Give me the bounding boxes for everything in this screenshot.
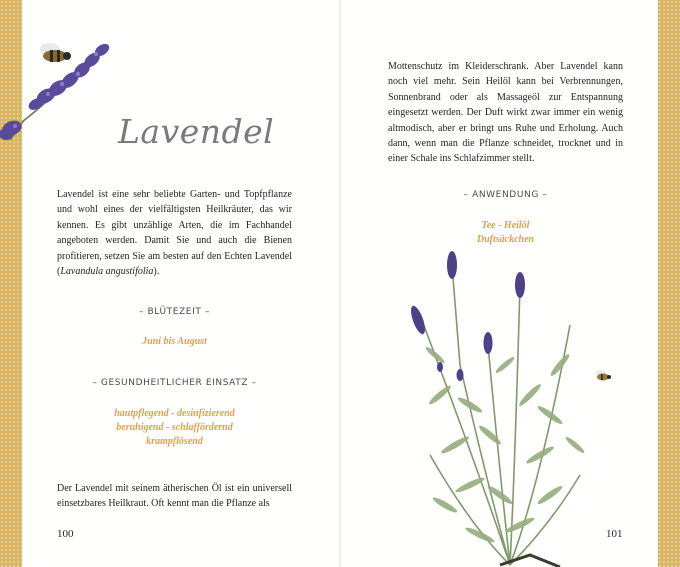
anwendung-list: [388, 219, 623, 247]
anwendung-item: Duftsäckchen: [476, 234, 535, 245]
page-title: Lavendel: [118, 112, 275, 151]
einsatz-item: hautpflegend - desinfizierend: [114, 408, 235, 419]
continuation-paragraph: Der Lavendel mit seinem ätherischen Öl ist ein universell einsetzbares Heilkraut. Oft kennt man die Pflanze als: [57, 483, 292, 510]
anwendung-heading: – ANWENDUNG –: [463, 190, 548, 200]
page-number-right: 101: [606, 528, 623, 540]
bluetezeit-value: Juni bis August: [142, 336, 207, 347]
latin-name: Lavandula angustifolia: [60, 266, 154, 278]
intro-paragraph: [57, 187, 292, 279]
anwendung-item: Tee - Heilöl: [481, 220, 530, 231]
book-gutter: [339, 0, 341, 567]
einsatz-list: [57, 407, 292, 449]
bluetezeit-heading: – BLÜTEZEIT –: [138, 307, 211, 317]
einsatz-item: beruhigend - schlaffördernd: [116, 422, 233, 433]
bee-illustration: [34, 40, 76, 68]
right-paragraph: Mottenschutz im Kleiderschrank. Aber Lavendel kann noch viel mehr. Sein Heilöl kann bei Verbrennungen, Sonnenbrand oder als Massageöl zur Entspannung eingesetzt werden. Der Duft wirkt zwar immer ein wenig altmodisch, aber er bringt uns Ruhe und Erholung. Auch dann, wenn man die Pflanze schneidet, trocknet und in einer Schale ins Schlafzimmer stellt.: [388, 61, 623, 165]
page-number-left: 100: [57, 528, 74, 540]
einsatz-heading: – GESUNDHEITLICHER EINSATZ –: [92, 378, 257, 388]
intro-text-end: ).: [153, 266, 160, 278]
lavender-plant-illustration: [400, 245, 590, 567]
right-book-edge: [658, 0, 680, 567]
intro-text: Lavendel ist eine sehr beliebte Garten- und Topfpflanze und wohl eines der vielfältigsten Heilkräuter, das wir kennen. Es gibt unzählige Arten, die im Fachhandel angeboten werden. Damit Sie und auch die Bienen profitieren, setzen Sie am besten auf den Echten Lavendel (: [57, 189, 292, 278]
einsatz-item: krampflösend: [146, 436, 203, 447]
bee-illustration: [593, 368, 613, 384]
